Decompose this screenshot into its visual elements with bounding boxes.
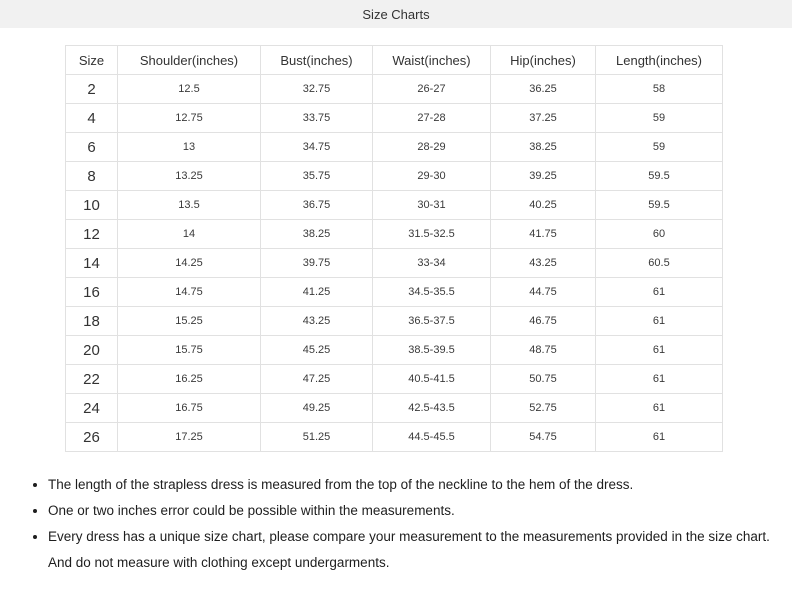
size-cell: 12 bbox=[66, 220, 118, 249]
column-header: Bust(inches) bbox=[261, 46, 373, 75]
table-body bbox=[66, 75, 723, 452]
value-cell: 34.75 bbox=[261, 133, 373, 162]
note-item: • One or two inches error could be possible within the measurements. bbox=[48, 498, 772, 524]
table-row bbox=[66, 336, 723, 365]
value-cell: 33-34 bbox=[373, 249, 491, 278]
table-row bbox=[66, 75, 723, 104]
value-cell: 30-31 bbox=[373, 191, 491, 220]
value-cell: 61 bbox=[596, 394, 723, 423]
value-cell: 26-27 bbox=[373, 75, 491, 104]
column-header: Length(inches) bbox=[596, 46, 723, 75]
value-cell: 47.25 bbox=[261, 365, 373, 394]
value-cell: 33.75 bbox=[261, 104, 373, 133]
column-header: Shoulder(inches) bbox=[118, 46, 261, 75]
value-cell: 41.25 bbox=[261, 278, 373, 307]
value-cell: 39.75 bbox=[261, 249, 373, 278]
table-row bbox=[66, 394, 723, 423]
value-cell: 61 bbox=[596, 365, 723, 394]
value-cell: 40.25 bbox=[491, 191, 596, 220]
table-row bbox=[66, 133, 723, 162]
size-cell: 26 bbox=[66, 423, 118, 452]
column-header: Waist(inches) bbox=[373, 46, 491, 75]
value-cell: 43.25 bbox=[261, 307, 373, 336]
value-cell: 61 bbox=[596, 336, 723, 365]
value-cell: 61 bbox=[596, 307, 723, 336]
value-cell: 15.75 bbox=[118, 336, 261, 365]
value-cell: 58 bbox=[596, 75, 723, 104]
size-cell: 18 bbox=[66, 307, 118, 336]
value-cell: 59 bbox=[596, 104, 723, 133]
value-cell: 17.25 bbox=[118, 423, 261, 452]
table-row bbox=[66, 104, 723, 133]
value-cell: 13.5 bbox=[118, 191, 261, 220]
value-cell: 12.5 bbox=[118, 75, 261, 104]
header-row bbox=[66, 46, 723, 75]
size-cell: 6 bbox=[66, 133, 118, 162]
size-cell: 16 bbox=[66, 278, 118, 307]
value-cell: 16.25 bbox=[118, 365, 261, 394]
size-chart-table bbox=[65, 45, 723, 452]
size-cell: 2 bbox=[66, 75, 118, 104]
value-cell: 40.5-41.5 bbox=[373, 365, 491, 394]
value-cell: 37.25 bbox=[491, 104, 596, 133]
size-cell: 8 bbox=[66, 162, 118, 191]
value-cell: 28-29 bbox=[373, 133, 491, 162]
value-cell: 61 bbox=[596, 423, 723, 452]
value-cell: 14 bbox=[118, 220, 261, 249]
value-cell: 14.75 bbox=[118, 278, 261, 307]
column-header: Size bbox=[66, 46, 118, 75]
value-cell: 29-30 bbox=[373, 162, 491, 191]
size-cell: 14 bbox=[66, 249, 118, 278]
size-cell: 24 bbox=[66, 394, 118, 423]
value-cell: 45.25 bbox=[261, 336, 373, 365]
page-title: Size Charts bbox=[362, 6, 430, 22]
value-cell: 44.75 bbox=[491, 278, 596, 307]
table-row bbox=[66, 307, 723, 336]
value-cell: 51.25 bbox=[261, 423, 373, 452]
column-header: Hip(inches) bbox=[491, 46, 596, 75]
value-cell: 39.25 bbox=[491, 162, 596, 191]
value-cell: 14.25 bbox=[118, 249, 261, 278]
value-cell: 54.75 bbox=[491, 423, 596, 452]
value-cell: 31.5-32.5 bbox=[373, 220, 491, 249]
value-cell: 43.25 bbox=[491, 249, 596, 278]
value-cell: 13.25 bbox=[118, 162, 261, 191]
value-cell: 52.75 bbox=[491, 394, 596, 423]
value-cell: 32.75 bbox=[261, 75, 373, 104]
table-row bbox=[66, 220, 723, 249]
value-cell: 48.75 bbox=[491, 336, 596, 365]
value-cell: 50.75 bbox=[491, 365, 596, 394]
page-header bbox=[0, 0, 792, 28]
note-item: • Every dress has a unique size chart, please compare your measurement to the measurements provided in the size chart. And do not measure with clothing except undergarments. bbox=[48, 524, 772, 576]
value-cell: 38.25 bbox=[261, 220, 373, 249]
size-chart-section bbox=[65, 45, 792, 452]
value-cell: 34.5-35.5 bbox=[373, 278, 491, 307]
value-cell: 35.75 bbox=[261, 162, 373, 191]
value-cell: 36.25 bbox=[491, 75, 596, 104]
value-cell: 46.75 bbox=[491, 307, 596, 336]
value-cell: 38.5-39.5 bbox=[373, 336, 491, 365]
value-cell: 16.75 bbox=[118, 394, 261, 423]
table-row bbox=[66, 278, 723, 307]
size-cell: 10 bbox=[66, 191, 118, 220]
value-cell: 44.5-45.5 bbox=[373, 423, 491, 452]
notes-list bbox=[48, 472, 772, 576]
value-cell: 59.5 bbox=[596, 191, 723, 220]
value-cell: 41.75 bbox=[491, 220, 596, 249]
value-cell: 15.25 bbox=[118, 307, 261, 336]
size-cell: 22 bbox=[66, 365, 118, 394]
value-cell: 60.5 bbox=[596, 249, 723, 278]
table-row bbox=[66, 162, 723, 191]
table-row bbox=[66, 191, 723, 220]
value-cell: 49.25 bbox=[261, 394, 373, 423]
value-cell: 59 bbox=[596, 133, 723, 162]
value-cell: 36.75 bbox=[261, 191, 373, 220]
value-cell: 36.5-37.5 bbox=[373, 307, 491, 336]
value-cell: 13 bbox=[118, 133, 261, 162]
value-cell: 42.5-43.5 bbox=[373, 394, 491, 423]
value-cell: 61 bbox=[596, 278, 723, 307]
note-item: • The length of the strapless dress is measured from the top of the neckline to the hem of the dress. bbox=[48, 472, 772, 498]
size-cell: 4 bbox=[66, 104, 118, 133]
value-cell: 27-28 bbox=[373, 104, 491, 133]
size-cell: 20 bbox=[66, 336, 118, 365]
value-cell: 59.5 bbox=[596, 162, 723, 191]
table-row bbox=[66, 365, 723, 394]
value-cell: 60 bbox=[596, 220, 723, 249]
table-row bbox=[66, 249, 723, 278]
value-cell: 38.25 bbox=[491, 133, 596, 162]
table-row bbox=[66, 423, 723, 452]
value-cell: 12.75 bbox=[118, 104, 261, 133]
